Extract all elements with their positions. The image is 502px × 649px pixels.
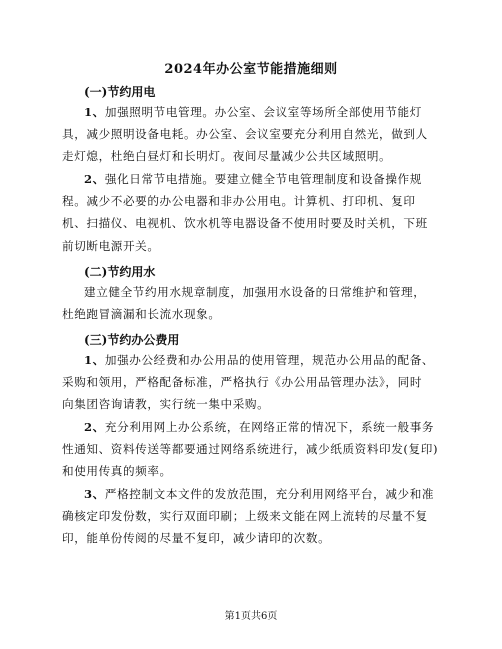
paragraph-line: 性通知、资料传送等都要通过网络系统进行，减少纸质资料印发(复印) <box>62 442 439 457</box>
paragraph-line: 机、扫描仪、电视机、饮水机等电器设备不使用时要及时关机，下班 <box>62 216 428 231</box>
item-number: 2、 <box>84 172 105 186</box>
item-number: 2、 <box>84 420 105 434</box>
item-number: 1、 <box>84 105 105 119</box>
paragraph-line: 采购和领用，严格配备标准，严格执行《办公用品管理办法》，同时 <box>62 375 423 390</box>
paragraph-line: 前切断电源开关。 <box>62 238 160 253</box>
paragraph-line: 程。减少不必要的办公电器和非办公用电。计算机、打印机、复印 <box>62 194 416 209</box>
section-heading-electricity: (一)节约用电 <box>84 85 156 99</box>
paragraph-line: 和使用传真的频率。 <box>62 464 172 479</box>
paragraph-line: 向集团咨询请教，实行统一集中采购。 <box>62 397 270 412</box>
paragraph-line: 2、充分利用网上办公系统，在网络正常的情况下，系统一般事务 <box>84 420 435 434</box>
paragraph-line: 3、严格控制文本文件的发放范围，充分利用网络平台，减少和准 <box>84 487 435 501</box>
paragraph-line: 具，减少照明设备电耗。办公室、会议室要充分利用自然光，做到人 <box>62 127 428 142</box>
item-number: 3、 <box>84 487 105 501</box>
paragraph-document-control <box>62 483 448 550</box>
document-title: 2024年办公室节能措施细则 <box>164 62 338 77</box>
paragraph-line: 建立健全节约用水规章制度，加强用水设备的日常维护和管理， <box>84 285 426 299</box>
section-heading-office-expenses: (三)节约办公费用 <box>84 333 180 347</box>
paragraph-office-supplies <box>62 349 448 416</box>
paragraph-line: 印，能单份传阅的尽量不复印，减少请印的次数。 <box>62 531 331 546</box>
paragraph-water <box>62 281 448 325</box>
paragraph-line: 1、加强办公经费和办公用品的使用管理，规范办公用品的配备、 <box>84 353 435 367</box>
page-footer: 第1页共6页 <box>224 611 278 622</box>
paragraph-line: 确核定印发份数，实行双面印刷；上级来文能在网上流转的尽量不复 <box>62 509 428 524</box>
paragraph-lighting <box>62 101 448 168</box>
paragraph-line: 杜绝跑冒滴漏和长流水现象。 <box>62 307 221 322</box>
paragraph-line: 1、加强照明节电管理。办公室、会议室等场所全部使用节能灯 <box>84 105 422 119</box>
section-heading-water: (二)节约用水 <box>84 265 156 279</box>
paragraph-daily-saving <box>62 168 448 257</box>
paragraph-line: 2、强化日常节电措施。要建立健全节电管理制度和设备操作规 <box>84 172 422 186</box>
item-number: 1、 <box>84 353 105 367</box>
paragraph-online-office <box>62 416 448 483</box>
paragraph-line: 走灯熄，杜绝白昼灯和长明灯。夜间尽量减少公共区域照明。 <box>62 149 392 164</box>
